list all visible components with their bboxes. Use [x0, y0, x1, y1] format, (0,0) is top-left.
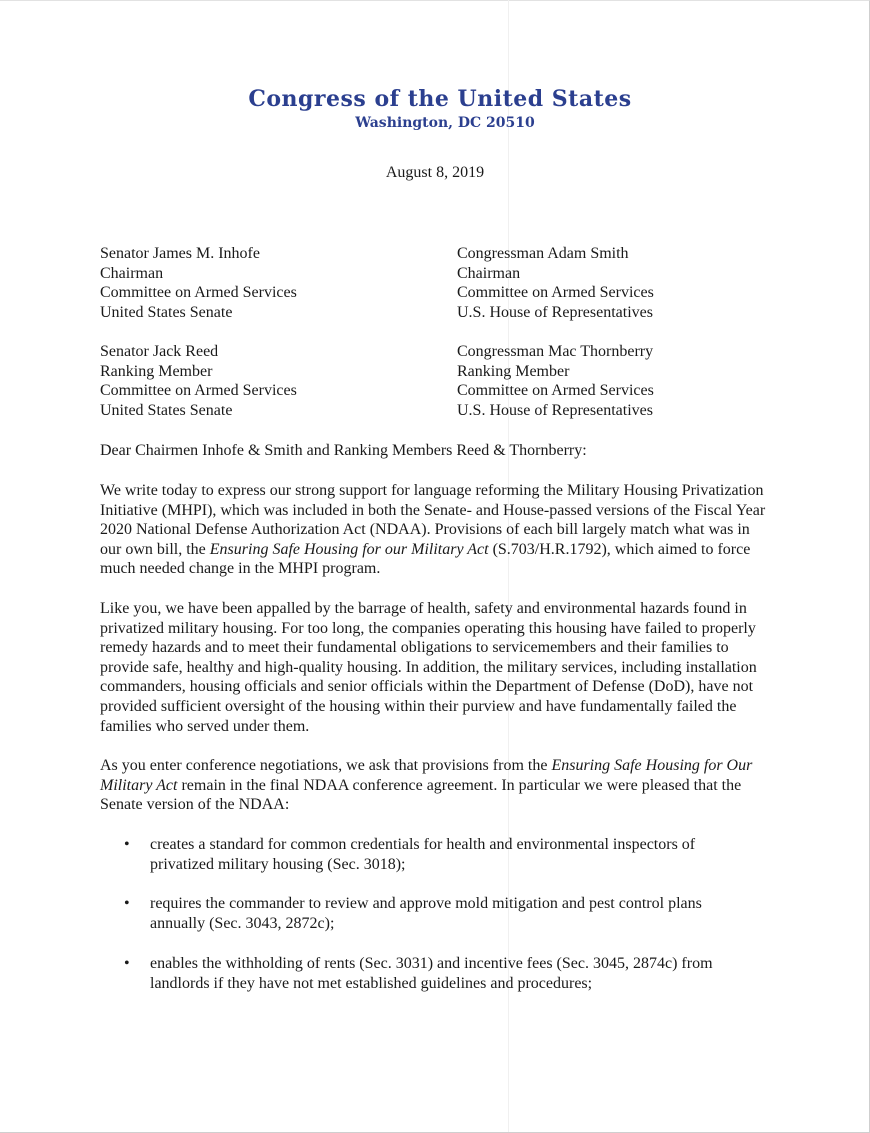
- addressee-block-inhofe: [100, 244, 297, 322]
- addressee-name: Senator James M. Inhofe: [100, 245, 260, 262]
- list-item-text: requires the commander to review and approve mold mitigation and pest control plans annually (Sec. 3043, 2872c);: [150, 895, 702, 932]
- paragraph-1-text: We write today to express our strong support for language reforming the Military Housing Privatization Initiative (MHPI), which was included in both the Senate- and House-passed versions of the Fiscal Year 2020 National Defense Authorization Act (NDAA). Provisions of each bill largely match what was in our own bill, the: [100, 482, 766, 558]
- addressee-name: Congressman Adam Smith: [457, 245, 629, 262]
- addressee-role: Chairman: [457, 264, 521, 282]
- letterhead-title: Congress of the United States: [248, 86, 632, 112]
- addressee-role: Chairman: [100, 264, 164, 282]
- addressee-block-reed: [100, 342, 297, 420]
- salutation: Dear Chairmen Inhofe & Smith and Ranking Members Reed & Thornberry:: [100, 442, 587, 459]
- addressee-name: Congressman Mac Thornberry: [457, 343, 654, 360]
- addressee-block-thornberry: [457, 342, 654, 420]
- paragraph-3-text: As you enter conference negotiations, we ask that provisions from the: [100, 757, 552, 774]
- addressee-chamber: U.S. House of Representatives: [457, 401, 653, 419]
- addressee-role: Ranking Member: [100, 362, 213, 380]
- addressee-chamber: U.S. House of Representatives: [457, 303, 653, 321]
- addressee-committee: Committee on Armed Services: [457, 284, 654, 302]
- bullet-icon: •: [124, 895, 130, 912]
- addressee-committee: Committee on Armed Services: [100, 382, 297, 400]
- addressee-committee: Committee on Armed Services: [100, 284, 297, 302]
- paragraph-3: [100, 756, 768, 815]
- bill-title: Ensuring Safe Housing for our Military Act: [209, 540, 489, 558]
- paragraph-3-text-end: remain in the final NDAA conference agreement. In particular we were pleased that the Senate version of the NDAA:: [100, 776, 742, 814]
- list-item-text: creates a standard for common credentials for health and environmental inspectors of privatized military housing (Sec. 3018);: [150, 836, 696, 873]
- letterhead: [0, 86, 870, 131]
- paragraph-1: [100, 481, 768, 579]
- addressee-chamber: United States Senate: [100, 401, 233, 419]
- paragraph-2: Like you, we have been appalled by the barrage of health, safety and environmental hazards found in privatized military housing. For too long, the companies operating this housing have failed to properly remedy hazards and to meet their fundamental obligations to servicemembers and their families to provide safe, healthy and high-quality housing. In addition, the military services, including installation commanders, housing officials and senior officials within the Department of Defense (DoD), have not provided sufficient oversight of the housing within their purview and have fundamentally failed the families who served under them.: [100, 600, 757, 735]
- addressee-committee: Committee on Armed Services: [457, 382, 654, 400]
- addressee-chamber: United States Senate: [100, 303, 233, 321]
- addressee-name: Senator Jack Reed: [100, 343, 219, 360]
- bullet-icon: •: [124, 955, 130, 972]
- addressee-role: Ranking Member: [457, 362, 570, 380]
- paragraph-1-text-end: (S.703/H.R.1792), which aimed to force much needed change in the MHPI program.: [100, 540, 751, 578]
- list-item-text: enables the withholding of rents (Sec. 3031) and incentive fees (Sec. 3045, 2874c) from landlords if they have not met established guidelines and procedures;: [150, 955, 713, 992]
- addressee-block-smith: [457, 244, 654, 322]
- bullet-icon: •: [124, 836, 130, 853]
- letterhead-address: Washington, DC 20510: [355, 115, 535, 131]
- letter-date: August 8, 2019: [385, 164, 485, 181]
- bill-title: Ensuring Safe Housing for Our Military Act: [100, 757, 753, 794]
